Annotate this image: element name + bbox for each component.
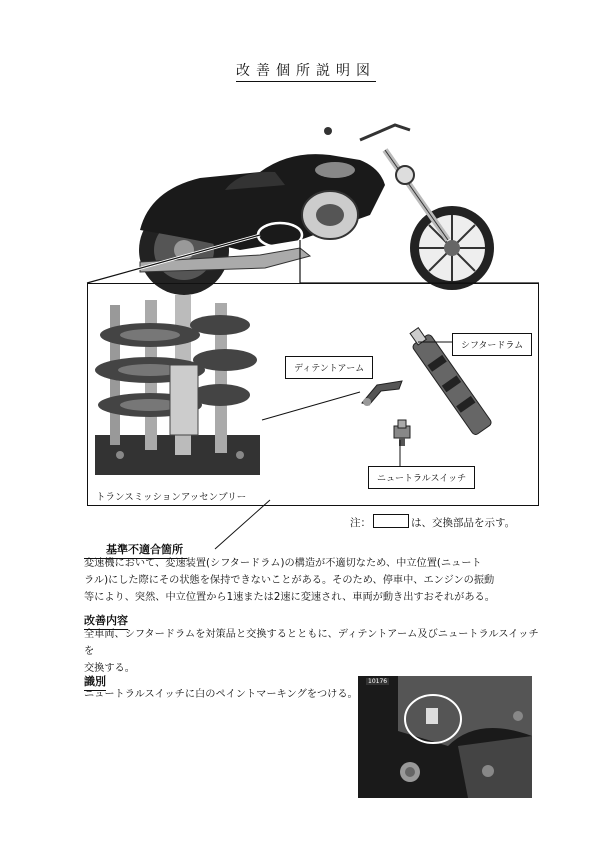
page-title: 改善個所説明図: [0, 60, 612, 80]
remedy-description: 全車両、シフタードラムを対策品と交換するとともに、ディテントアーム及びニュートラルスイッチを 交換する。: [84, 629, 539, 674]
callout-shifter-drum: シフタードラム: [452, 333, 532, 356]
callout-neutral-switch: ニュートラルスイッチ: [368, 466, 475, 489]
remedy-heading: 改善内容: [84, 612, 128, 630]
replacement-note: 注： は、交換部品を示す。: [350, 514, 515, 530]
identification-photo: [358, 676, 532, 798]
transmission-assembly-caption: トランスミッションアッセンブリー: [96, 492, 247, 503]
identification-description: ニュートラルスイッチに白のペイントマーキングをつける。: [84, 689, 358, 700]
defect-heading: 基準不適合箇所: [84, 541, 187, 559]
photo-tag: 10176: [368, 678, 388, 685]
identification-heading: 識別: [84, 673, 106, 691]
defect-description: 変速機において、変速装置(シフタードラム)の構造が不適切なため、中立位置(ニュート ラル)にした際にその状態を保持できないことがある。そのため、停車中、エンジンの振動 等により、突然、中立位置から1速または2速に変速され、車両が動き出すおそれがある。: [84, 558, 495, 603]
callout-detent-arm: ディテントアーム: [285, 356, 373, 379]
